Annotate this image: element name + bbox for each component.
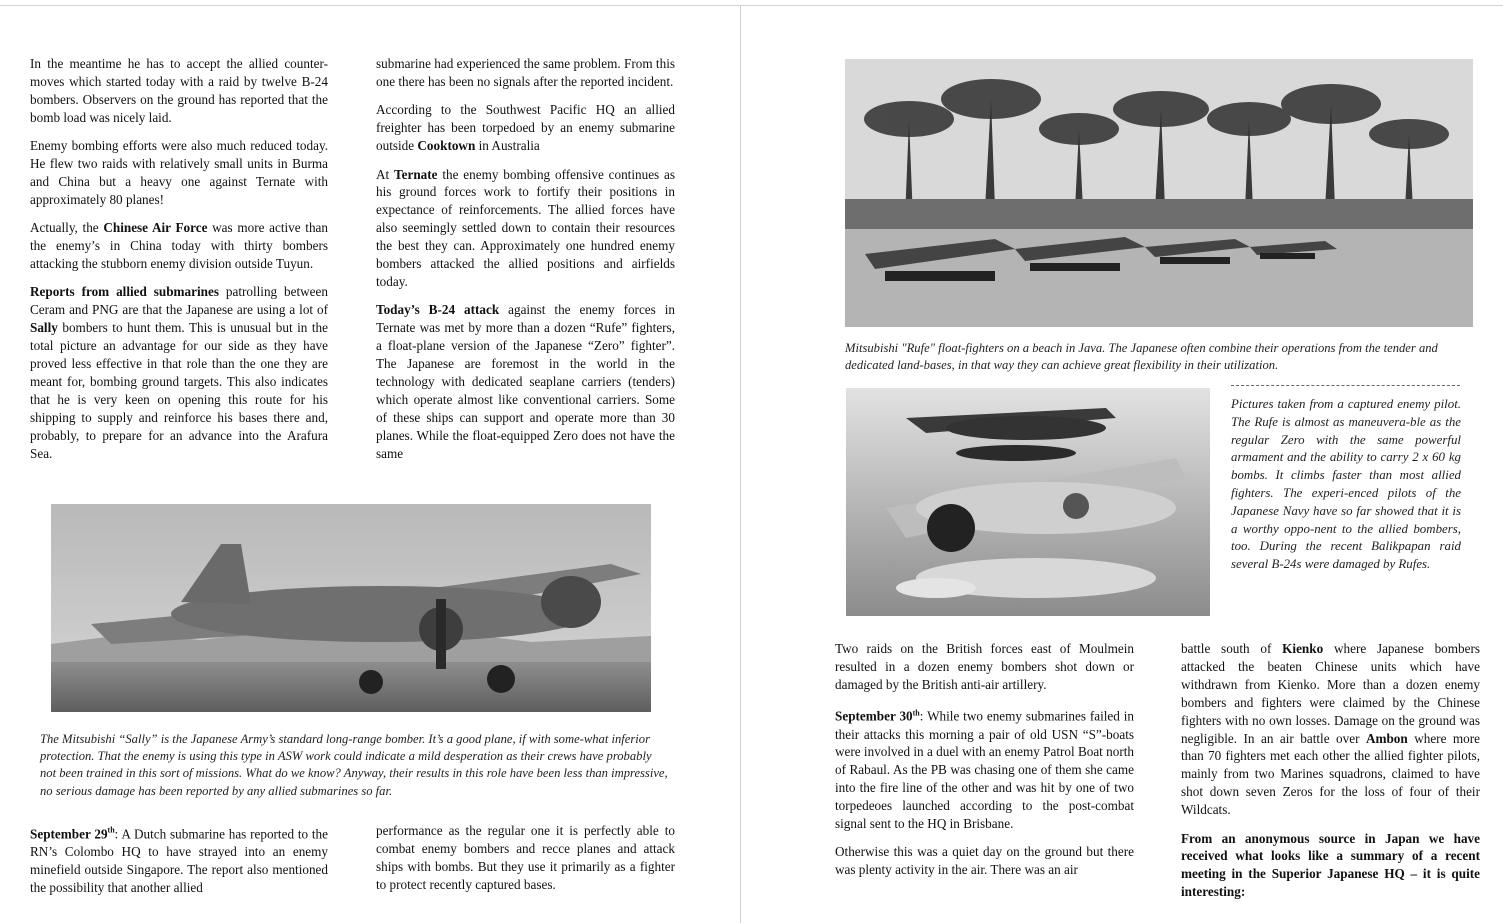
- sally-caption: The Mitsubishi “Sally” is the Japanese Army’s standard long-range bomber. It’s a good plane, if with some-what inferior protection. That the enemy is using this type in ASW work could indicate a mild desperation as their crews have probably not been trained in this sort of missions. What do we know? Anyway, their results in this role have been less than impressive, no serious damage has been reported by any allied submarines so far.: [40, 732, 668, 798]
- right-column-2: [1181, 640, 1480, 901]
- paragraph: performance as the regular one it is perfectly able to combat enemy bombers and recce planes and attack ships with bombs. But they use it primarily as a fighter to protect recently captured bases.: [376, 823, 675, 892]
- paragraph: Actually, the Chinese Air Force was more active than the enemy’s in China today with thirty bombers attacking the stubborn enemy division outside Tuyun.: [30, 220, 329, 272]
- paragraph: Reports from allied submarines patrolling between Ceram and PNG are that the Japanese are using a lot of Sally bombers to hunt them. This is unusual but in the total picture an advantage for our side as they have proved less effective in that role than the one they are meant for, bombing ground targets. This also indicates that he is very keen on opening this route for his shipping to supply and reinforce his bases there and, probably, to prepare for an advance into the Arafura Sea.: [30, 284, 328, 461]
- right-column-1: [835, 640, 1134, 879]
- paragraph: September 30th: While two enemy submarines failed in their attacks this morning a pair of old USN “S”-boats were involved in a duel with an enemy Patrol Boat north of Rabaul. As the PB was chasing one of them she came into the fire line of the other and was hit by one of two torpedeoes launched according to the post-combat signal sent to the HQ in Brisbane.: [835, 708, 1134, 832]
- left-column-2: [376, 55, 675, 463]
- left-column-1: [30, 55, 328, 463]
- rufe-flight-photo: [846, 388, 1210, 616]
- paragraph: In the meantime he has to accept the allied counter-moves which started today with a raid by twelve B-24 bombers. Observers on the ground has reported that the bomb load was nicely laid.: [30, 56, 328, 125]
- paragraph: Otherwise this was a quiet day on the ground but there was plenty activity in the air. There was an air: [835, 844, 1134, 878]
- paragraph: According to the Southwest Pacific HQ an allied freighter has been torpedoed by an enemy submarine outside Cooktown in Australia: [376, 102, 675, 154]
- left-column-2-bottom: [376, 822, 675, 894]
- paragraph: At Ternate the enemy bombing offensive continues as his ground forces work to fortify their positions in expectance of reinforcements. The allied forces have also seemingly settled down to contain their resources the best they can. Approximately one hundred enemy bombers attacked the allied positions and airfields today.: [376, 166, 676, 289]
- paragraph: September 29th: A Dutch submarine has reported to the RN’s Colombo HQ to have strayed into an enemy minefield outside Singapore. The report also mentioned the possibility that another allied: [30, 826, 328, 896]
- left-column-1-bottom: [30, 822, 328, 897]
- rufe-beach-photo: [845, 59, 1473, 327]
- paragraph: Enemy bombing efforts were also much reduced today. He flew two raids with relatively small units in Burma and China but a heavy one against Ternate with approximately 80 planes!: [30, 138, 328, 207]
- page-top-rule: [0, 5, 1503, 6]
- rufe-beach-caption: Mitsubishi "Rufe" float-fighters on a beach in Java. The Japanese often combine their operations from the tender and dedicated land-bases, in that way they can achieve great flexibility in their utilization.: [845, 341, 1438, 373]
- dashed-separator: [1231, 385, 1460, 386]
- rufe-side-caption: Pictures taken from a captured enemy pilot. The Rufe is almost as maneuvera-ble as the regular Zero with the same powerful armament and the ability to carry 2 x 60 kg bombs. It climbs faster than most allied fighters. The experi-enced pilots of the Japanese Navy have so far showed that it is a worthy oppo-nent to the allied bombers, too. During the recent Balikpapan raid several B-24s were damaged by Rufes.: [1231, 397, 1461, 572]
- paragraph: battle south of Kienko where Japanese bombers attacked the beaten Chinese units which have withdrawn from Kienko. More than a dozen enemy bombers and fighters were claimed by the Chinese fighters with no own losses. Damage on the ground was negligible. In an air battle over Ambon where more than 70 fighters met each other the allied fighter pilots, mainly from two Marines squadrons, claimed to have shot down seven Zeros for the loss of four of their Wildcats.: [1181, 641, 1480, 818]
- page-spine: [740, 6, 741, 923]
- paragraph: From an anonymous source in Japan we have received what looks like a summary of a recent meeting in the Superior Japanese HQ – it is quite interesting:: [1181, 830, 1480, 900]
- paragraph: Two raids on the British forces east of Moulmein resulted in a dozen enemy bombers shot down or damaged by the British anti-air artillery.: [835, 641, 1134, 692]
- paragraph: submarine had experienced the same problem. From this one there has been no signals after the reported incident.: [376, 56, 675, 89]
- sally-bomber-photo: [51, 504, 651, 712]
- paragraph: Today’s B-24 attack against the enemy forces in Ternate was met by more than a dozen “Rufe” fighters, a float-plane version of the Japanese “Zero” fighter”. The Japanese are foremost in the world in the technology with dedicated seaplane carriers (tenders) which operate almost like conventional carriers. Some of these ships can support and operate more than 30 planes. While the float-equipped Zero does not have the same: [376, 302, 675, 461]
